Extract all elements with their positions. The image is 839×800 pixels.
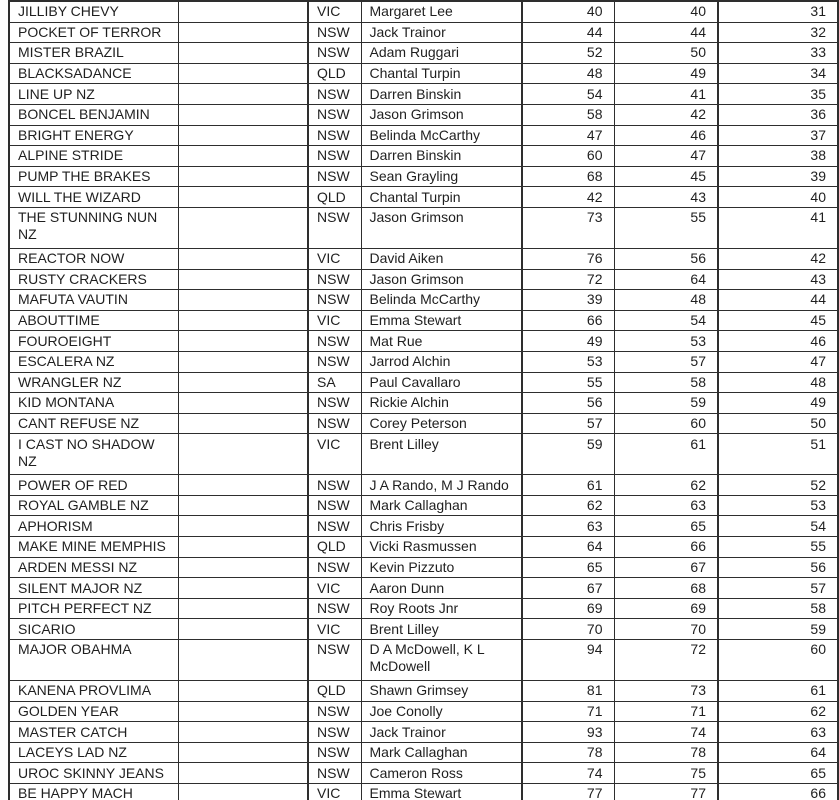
trainer-cell: Margaret Lee [361,1,522,22]
state-cell: NSW [308,166,361,187]
value-2-cell: 73 [614,681,718,702]
table-row [9,146,838,167]
horse-name-cell: PITCH PERFECT NZ [9,598,178,619]
value-2-cell: 50 [614,43,718,64]
trainer-cell: D A McDowell, K L McDowell [361,640,522,681]
value-2-cell: 67 [614,557,718,578]
state-cell: QLD [308,187,361,208]
number-cell: 38 [718,146,838,167]
state-cell: VIC [308,578,361,599]
blank-cell [178,763,308,784]
value-2-cell: 56 [614,248,718,269]
horse-name-cell: CANT REFUSE NZ [9,413,178,434]
state-cell: VIC [308,248,361,269]
value-2-cell: 45 [614,166,718,187]
number-cell: 50 [718,413,838,434]
number-cell: 61 [718,681,838,702]
value-1-cell: 69 [522,598,614,619]
blank-cell [178,22,308,43]
value-2-cell: 48 [614,290,718,311]
value-2-cell: 69 [614,598,718,619]
blank-cell [178,681,308,702]
blank-cell [178,537,308,558]
horse-name-cell: POWER OF RED [9,475,178,496]
blank-cell [178,125,308,146]
trainer-cell: Kevin Pizzuto [361,557,522,578]
value-2-cell: 75 [614,763,718,784]
state-cell: NSW [308,43,361,64]
horse-name-cell: WRANGLER NZ [9,372,178,393]
number-cell: 41 [718,207,838,248]
trainer-cell: Mat Rue [361,331,522,352]
horse-name-cell: MAFUTA VAUTIN [9,290,178,311]
table-row [9,537,838,558]
value-1-cell: 56 [522,393,614,414]
state-cell: NSW [308,495,361,516]
horse-name-cell: BE HAPPY MACH [9,784,178,800]
value-2-cell: 59 [614,393,718,414]
trainer-cell: Jason Grimson [361,207,522,248]
value-2-cell: 72 [614,640,718,681]
horse-name-cell: MAJOR OBAHMA [9,640,178,681]
blank-cell [178,578,308,599]
horse-name-cell: GOLDEN YEAR [9,701,178,722]
value-2-cell: 41 [614,84,718,105]
horse-name-cell: WILL THE WIZARD [9,187,178,208]
state-cell: QLD [308,681,361,702]
table-row [9,681,838,702]
value-1-cell: 61 [522,475,614,496]
table-row [9,43,838,64]
table-row [9,187,838,208]
number-cell: 52 [718,475,838,496]
blank-cell [178,619,308,640]
value-1-cell: 49 [522,331,614,352]
trainer-cell: Jack Trainor [361,22,522,43]
number-cell: 33 [718,43,838,64]
table-row [9,640,838,681]
value-1-cell: 65 [522,557,614,578]
number-cell: 45 [718,310,838,331]
table-row [9,413,838,434]
value-2-cell: 43 [614,187,718,208]
horse-name-cell: RUSTY CRACKERS [9,269,178,290]
table-row [9,742,838,763]
horse-name-cell: KID MONTANA [9,393,178,414]
trainer-cell: Brent Lilley [361,619,522,640]
number-cell: 34 [718,63,838,84]
value-2-cell: 58 [614,372,718,393]
blank-cell [178,372,308,393]
value-1-cell: 70 [522,619,614,640]
value-1-cell: 78 [522,742,614,763]
value-2-cell: 61 [614,434,718,475]
blank-cell [178,104,308,125]
blank-cell [178,640,308,681]
blank-cell [178,434,308,475]
trainer-cell: Brent Lilley [361,434,522,475]
table-row [9,516,838,537]
horse-name-cell: MISTER BRAZIL [9,43,178,64]
table-row [9,22,838,43]
horse-name-cell: REACTOR NOW [9,248,178,269]
value-1-cell: 55 [522,372,614,393]
value-2-cell: 60 [614,413,718,434]
table-row [9,619,838,640]
table-row [9,104,838,125]
horse-name-cell: POCKET OF TERROR [9,22,178,43]
value-1-cell: 72 [522,269,614,290]
state-cell: NSW [308,22,361,43]
state-cell: NSW [308,722,361,743]
number-cell: 48 [718,372,838,393]
horse-name-cell: ALPINE STRIDE [9,146,178,167]
number-cell: 66 [718,784,838,800]
state-cell: NSW [308,269,361,290]
blank-cell [178,495,308,516]
blank-cell [178,166,308,187]
blank-cell [178,598,308,619]
blank-cell [178,248,308,269]
blank-cell [178,516,308,537]
table-row [9,63,838,84]
trainer-cell: Darren Binskin [361,84,522,105]
value-2-cell: 40 [614,1,718,22]
table-row [9,84,838,105]
horse-name-cell: JILLIBY CHEVY [9,1,178,22]
state-cell: QLD [308,63,361,84]
value-1-cell: 94 [522,640,614,681]
value-1-cell: 67 [522,578,614,599]
table-row [9,269,838,290]
number-cell: 43 [718,269,838,290]
trainer-cell: J A Rando, M J Rando [361,475,522,496]
horse-name-cell: ROYAL GAMBLE NZ [9,495,178,516]
number-cell: 59 [718,619,838,640]
state-cell: NSW [308,125,361,146]
trainer-cell: Sean Grayling [361,166,522,187]
value-2-cell: 64 [614,269,718,290]
trainer-cell: Chris Frisby [361,516,522,537]
value-1-cell: 73 [522,207,614,248]
value-2-cell: 77 [614,784,718,800]
blank-cell [178,557,308,578]
value-2-cell: 66 [614,537,718,558]
number-cell: 32 [718,22,838,43]
value-2-cell: 54 [614,310,718,331]
value-2-cell: 53 [614,331,718,352]
value-1-cell: 60 [522,146,614,167]
value-1-cell: 93 [522,722,614,743]
horse-name-cell: BLACKSADANCE [9,63,178,84]
table-row [9,207,838,248]
blank-cell [178,331,308,352]
horse-name-cell: PUMP THE BRAKES [9,166,178,187]
value-1-cell: 77 [522,784,614,800]
table-row [9,166,838,187]
table-row [9,784,838,800]
blank-cell [178,187,308,208]
state-cell: NSW [308,290,361,311]
table-body [9,1,838,800]
table-row [9,598,838,619]
number-cell: 57 [718,578,838,599]
state-cell: SA [308,372,361,393]
value-2-cell: 46 [614,125,718,146]
state-cell: NSW [308,413,361,434]
table-row [9,351,838,372]
value-1-cell: 63 [522,516,614,537]
trainer-cell: Mark Callaghan [361,742,522,763]
value-2-cell: 78 [614,742,718,763]
trainer-cell: Jarrod Alchin [361,351,522,372]
table-row [9,290,838,311]
state-cell: NSW [308,763,361,784]
number-cell: 65 [718,763,838,784]
table-row [9,372,838,393]
trainer-cell: Mark Callaghan [361,495,522,516]
state-cell: NSW [308,742,361,763]
number-cell: 60 [718,640,838,681]
state-cell: VIC [308,784,361,800]
value-2-cell: 55 [614,207,718,248]
nominations-table [8,0,839,800]
table-row [9,701,838,722]
value-2-cell: 49 [614,63,718,84]
trainer-cell: Cameron Ross [361,763,522,784]
value-1-cell: 52 [522,43,614,64]
blank-cell [178,722,308,743]
table-row [9,475,838,496]
value-2-cell: 57 [614,351,718,372]
state-cell: NSW [308,701,361,722]
state-cell: NSW [308,640,361,681]
value-2-cell: 47 [614,146,718,167]
value-1-cell: 64 [522,537,614,558]
value-2-cell: 70 [614,619,718,640]
value-1-cell: 44 [522,22,614,43]
horse-name-cell: ESCALERA NZ [9,351,178,372]
table-row [9,434,838,475]
number-cell: 39 [718,166,838,187]
horse-name-cell: ARDEN MESSI NZ [9,557,178,578]
number-cell: 49 [718,393,838,414]
blank-cell [178,207,308,248]
value-2-cell: 42 [614,104,718,125]
number-cell: 54 [718,516,838,537]
number-cell: 42 [718,248,838,269]
number-cell: 56 [718,557,838,578]
value-2-cell: 44 [614,22,718,43]
table-row [9,331,838,352]
trainer-cell: Emma Stewart [361,310,522,331]
table-row [9,248,838,269]
value-1-cell: 58 [522,104,614,125]
blank-cell [178,475,308,496]
value-1-cell: 47 [522,125,614,146]
blank-cell [178,742,308,763]
blank-cell [178,43,308,64]
state-cell: VIC [308,434,361,475]
value-1-cell: 74 [522,763,614,784]
value-2-cell: 62 [614,475,718,496]
blank-cell [178,393,308,414]
horse-name-cell: UROC SKINNY JEANS [9,763,178,784]
table-row [9,495,838,516]
blank-cell [178,146,308,167]
value-1-cell: 48 [522,63,614,84]
table-row [9,722,838,743]
blank-cell [178,701,308,722]
value-1-cell: 40 [522,1,614,22]
number-cell: 51 [718,434,838,475]
number-cell: 37 [718,125,838,146]
value-2-cell: 63 [614,495,718,516]
state-cell: NSW [308,516,361,537]
table-row [9,125,838,146]
state-cell: NSW [308,331,361,352]
state-cell: NSW [308,104,361,125]
horse-name-cell: MASTER CATCH [9,722,178,743]
trainer-cell: Chantal Turpin [361,187,522,208]
trainer-cell: Darren Binskin [361,146,522,167]
trainer-cell: David Aiken [361,248,522,269]
blank-cell [178,1,308,22]
number-cell: 36 [718,104,838,125]
trainer-cell: Joe Conolly [361,701,522,722]
blank-cell [178,84,308,105]
trainer-cell: Emma Stewart [361,784,522,800]
horse-name-cell: SILENT MAJOR NZ [9,578,178,599]
blank-cell [178,310,308,331]
value-1-cell: 62 [522,495,614,516]
state-cell: NSW [308,475,361,496]
number-cell: 40 [718,187,838,208]
state-cell: NSW [308,84,361,105]
horse-name-cell: KANENA PROVLIMA [9,681,178,702]
horse-name-cell: FOUROEIGHT [9,331,178,352]
table-row [9,310,838,331]
horse-name-cell: LINE UP NZ [9,84,178,105]
horse-name-cell: LACEYS LAD NZ [9,742,178,763]
number-cell: 35 [718,84,838,105]
state-cell: NSW [308,146,361,167]
table-row [9,393,838,414]
number-cell: 64 [718,742,838,763]
state-cell: VIC [308,310,361,331]
horse-name-cell: BONCEL BENJAMIN [9,104,178,125]
value-1-cell: 53 [522,351,614,372]
trainer-cell: Jack Trainor [361,722,522,743]
value-2-cell: 74 [614,722,718,743]
number-cell: 58 [718,598,838,619]
table-row [9,557,838,578]
trainer-cell: Vicki Rasmussen [361,537,522,558]
value-1-cell: 59 [522,434,614,475]
blank-cell [178,351,308,372]
state-cell: VIC [308,1,361,22]
value-1-cell: 39 [522,290,614,311]
value-1-cell: 81 [522,681,614,702]
trainer-cell: Belinda McCarthy [361,125,522,146]
state-cell: NSW [308,393,361,414]
state-cell: NSW [308,557,361,578]
trainer-cell: Rickie Alchin [361,393,522,414]
trainer-cell: Chantal Turpin [361,63,522,84]
horse-name-cell: I CAST NO SHADOW NZ [9,434,178,475]
number-cell: 53 [718,495,838,516]
trainer-cell: Jason Grimson [361,104,522,125]
blank-cell [178,269,308,290]
value-1-cell: 57 [522,413,614,434]
trainer-cell: Jason Grimson [361,269,522,290]
state-cell: VIC [308,619,361,640]
value-1-cell: 76 [522,248,614,269]
value-2-cell: 71 [614,701,718,722]
state-cell: NSW [308,207,361,248]
table-row [9,763,838,784]
value-2-cell: 68 [614,578,718,599]
value-1-cell: 71 [522,701,614,722]
value-1-cell: 42 [522,187,614,208]
trainer-cell: Aaron Dunn [361,578,522,599]
number-cell: 46 [718,331,838,352]
value-1-cell: 68 [522,166,614,187]
horse-name-cell: SICARIO [9,619,178,640]
number-cell: 62 [718,701,838,722]
number-cell: 63 [718,722,838,743]
number-cell: 55 [718,537,838,558]
number-cell: 44 [718,290,838,311]
blank-cell [178,63,308,84]
value-2-cell: 65 [614,516,718,537]
blank-cell [178,290,308,311]
horse-name-cell: THE STUNNING NUN NZ [9,207,178,248]
horse-name-cell: BRIGHT ENERGY [9,125,178,146]
state-cell: QLD [308,537,361,558]
table-row [9,578,838,599]
horse-name-cell: ABOUTTIME [9,310,178,331]
trainer-cell: Adam Ruggari [361,43,522,64]
trainer-cell: Paul Cavallaro [361,372,522,393]
number-cell: 31 [718,1,838,22]
value-1-cell: 66 [522,310,614,331]
trainer-cell: Roy Roots Jnr [361,598,522,619]
horse-name-cell: MAKE MINE MEMPHIS [9,537,178,558]
blank-cell [178,784,308,800]
table-row [9,1,838,22]
blank-cell [178,413,308,434]
trainer-cell: Shawn Grimsey [361,681,522,702]
state-cell: NSW [308,351,361,372]
trainer-cell: Corey Peterson [361,413,522,434]
horse-name-cell: APHORISM [9,516,178,537]
value-1-cell: 54 [522,84,614,105]
trainer-cell: Belinda McCarthy [361,290,522,311]
state-cell: NSW [308,598,361,619]
number-cell: 47 [718,351,838,372]
